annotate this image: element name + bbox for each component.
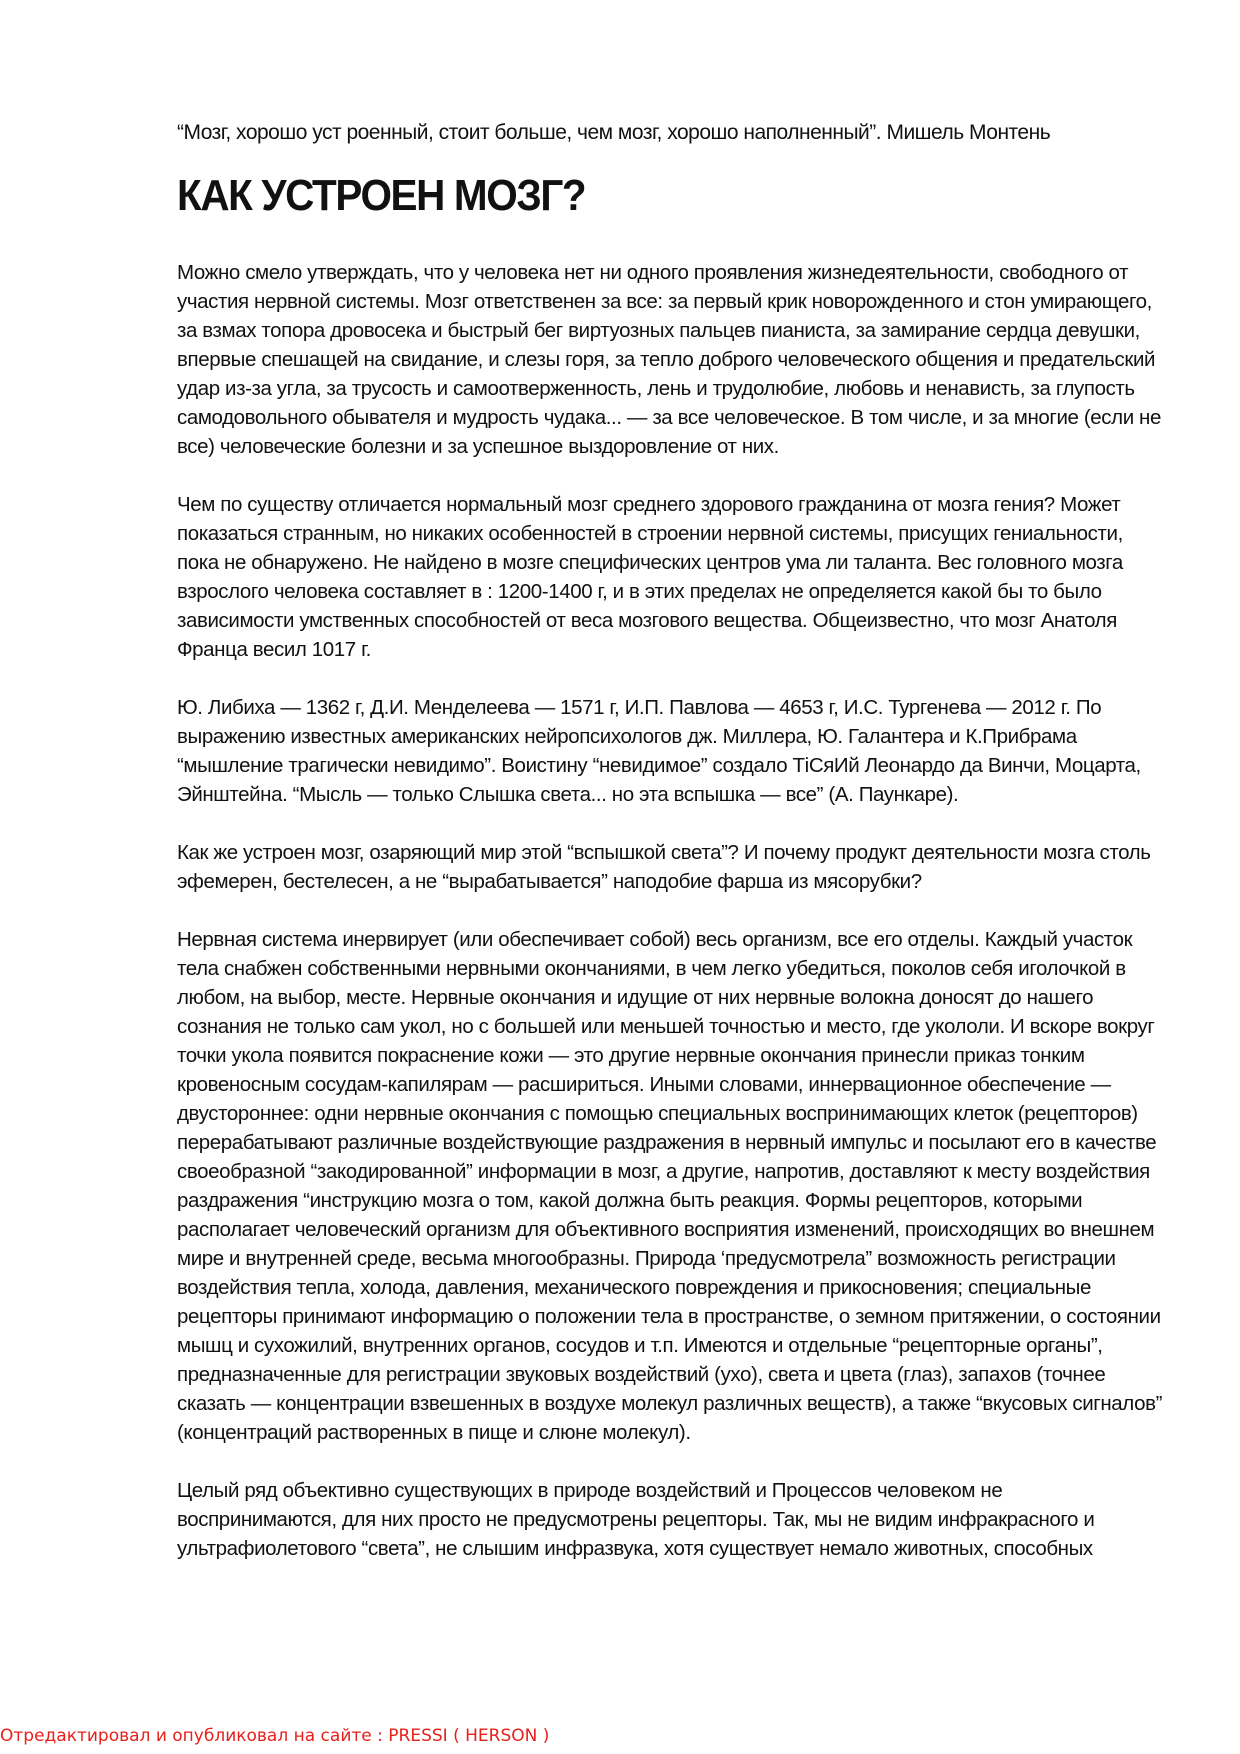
paragraph: Чем по существу отличается нормальный мозг среднего здорового гражданина от мозга гения? Может показаться странным, но никаких особенностей в строении нервной системы, присущих гениальности, пока не обнаружено. Не найдено в мозге специфических центров ума ли таланта. Вес головного мозга взрослого человека составляет в : 1200-1400 г, и в этих пределах не определяется какой бы то было зависимости умственных способностей от веса мозгового вещества. Общеизвестно, что мозг Анатоля Франца весил 1017 г. — [177, 493, 1123, 661]
page-title: КАК УСТРОЕН МОЗГ? — [177, 171, 586, 220]
paragraph: Целый ряд объективно существующих в природе воздействий и Процессов человеком не воспринимаются, для них просто не предусмотрены рецепторы. Так, мы не видим инфракрасного и ультрафиолетового “света”, не слышим инфразвука, хотя существует немало животных, способных — [177, 1479, 1095, 1560]
epigraph: “Мозг, хорошо уст роенный, стоит больше, чем мозг, хорошо наполненный”. Мишель Монтень — [177, 121, 1051, 144]
paragraph: Нервная система инервирует (или обеспечивает собой) весь организм, все его отделы. Каждый участок тела снабжен собственными нервными окончаниями, в чем легко убедиться, поколов себя иголочкой в любом, на выбор, месте. Нервные окончания и идущие от них нервные волокна доносят до нашего сознания не только сам укол, но с большей или меньшей точностью и место, где укололи. И вскоре вокруг точки укола появится покраснение кожи — это другие нервные окончания принесли приказ тонким кровеносным сосудам-капилярам — расшириться. Иными словами, иннервационное обеспечение — двустороннее: одни нервные окончания с помощью специальных воспринимающих клеток (рецепторов) перерабатывают различные воздействующие раздражения в нервный импульс и посылают его в качестве своеобразной “закодированной” информации в мозг, а другие, напротив, доставляют к месту воздействия раздражения “инструкцию мозга о том, какой должна быть реакция. Формы рецепторов, которыми располагает человеческий организм для объективного восприятия изменений, происходящих во внешнем мире и внутренней среде, весьма многообразны. Природа ‘предусмотрела” возможность регистрации воздействия тепла, холода, давления, механического повреждения и прикосновения; специальные рецепторы принимают информацию о положении тела в пространстве, о земном притяжении, о состоянии мышц и сухожилий, внутренних органов, сосудов и т.п. Имеются и отдельные “рецепторные органы”, предназначенные для регистрации звуковых воздействий (ухо), света и цвета (глаз), запахов (точнее сказать — концентрации взвешенных в воздухе молекул различных веществ), а также “вкусовых сигналов” (концентраций растворенных в пище и слюне молекул). — [177, 928, 1163, 1444]
document-body — [177, 118, 1162, 1592]
paragraph: Ю. Либиха — 1362 г, Д.И. Менделеева — 1571 г, И.П. Павлова — 4653 г, И.С. Тургенева — 2012 г. По выражению известных американских нейропсихологов дж. Миллера, Ю. Галантера и К.Прибрама “мышление трагически невидимо”. Воистину “невидимое” создало ТіСяИй Леонардо да Винчи, Моцарта, Эйнштейна. “Мысль — только Слышка света... но эта вспышка — все” (А. Паункаре). — [177, 696, 1141, 806]
footer-credit: Отредактировал и опубликовал на сайте : PRESSI ( HERSON ) — [0, 1726, 550, 1746]
paragraph: Можно смело утверждать, что у человека нет ни одного проявления жизнедеятельности, свободного от участия нервной системы. Мозг ответственен за все: за первый крик новорожденного и стон умирающего, за взмах топора дровосека и быстрый бег виртуозных пальцев пианиста, за замирание сердца девушки, впервые спешащей на свидание, и слезы горя, за тепло доброго человеческого общения и предательский удар из-за угла, за трусость и самоотверженность, лень и трудолюбие, любовь и ненависть, за глупость самодовольного обывателя и мудрость чудака... — за все человеческое. В том числе, и за многие (если не все) человеческие болезни и за успешное выздоровление от них. — [177, 261, 1161, 458]
paragraph: Как же устроен мозг, озаряющий мир этой “вспышкой света”? И почему продукт деятельности мозга столь эфемерен, бестелесен, а не “вырабатывается” наподобие фарша из мясорубки? — [177, 841, 1151, 893]
